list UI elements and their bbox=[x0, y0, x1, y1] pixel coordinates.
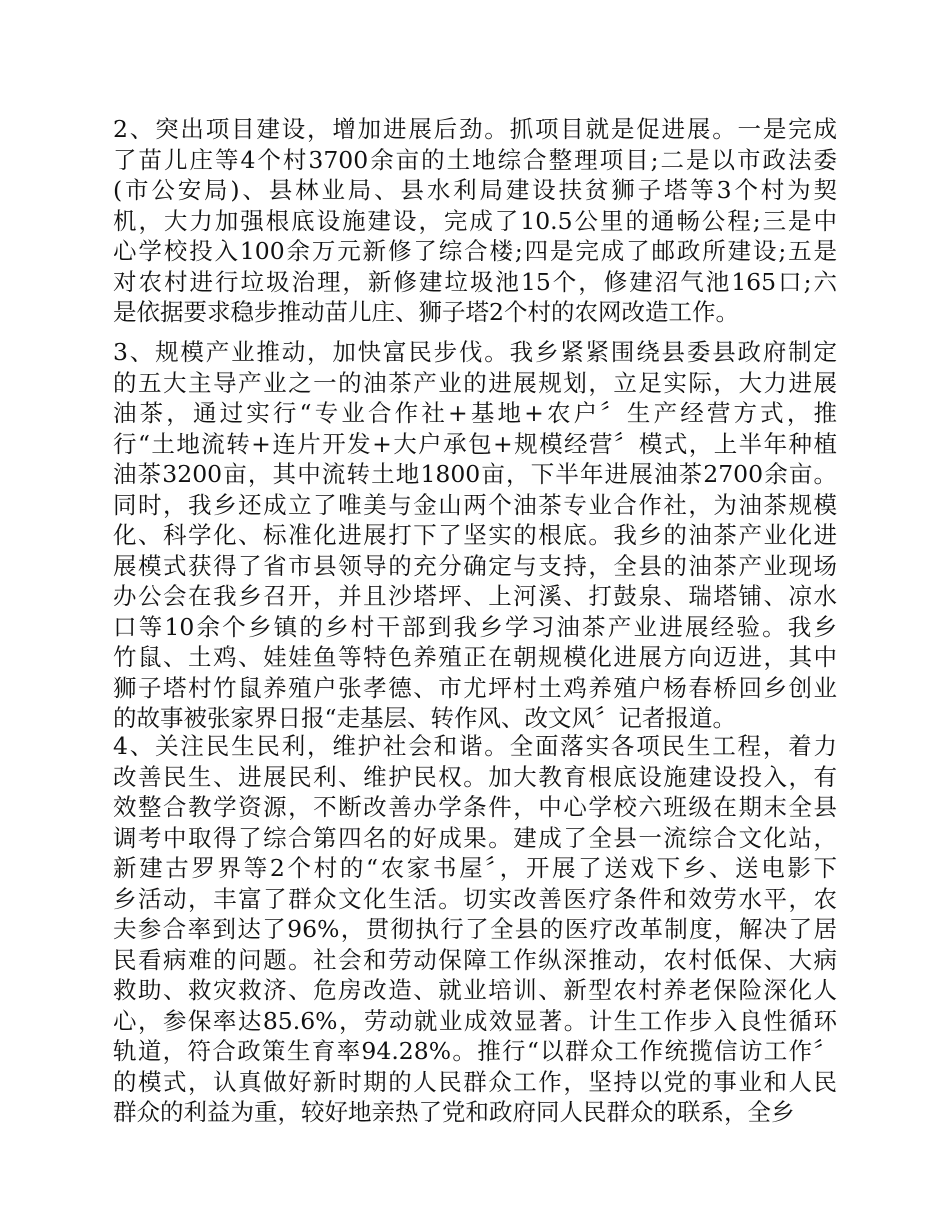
text-line: 展模式获得了省市县领导的充分确定与支持，全县的油茶产业现场 bbox=[113, 551, 837, 580]
text-line: 的模式，认真做好新时期的人民群众工作，坚持以党的事业和人民 bbox=[113, 1067, 837, 1096]
text-line: 口等10余个乡镇的乡村干部到我乡学习油茶产业进展经验。我乡 bbox=[113, 612, 837, 641]
text-line: 效整合教学资源，不断改善办学条件，中心学校六班级在期末全县 bbox=[113, 793, 837, 821]
text-line: 了苗儿庄等4个村3700余亩的土地综合整理项目;二是以市政法委 bbox=[113, 145, 837, 174]
text-line: 油茶，通过实行“专业合作社+基地+农户〞生产经营方式，推 bbox=[113, 399, 837, 427]
text-line: 救助、救灾救济、危房改造、就业培训、新型农村养老保险深化人 bbox=[113, 976, 837, 1004]
text-line: 的五大主导产业之一的油茶产业的进展规划，立足实际，大力进展 bbox=[113, 368, 837, 397]
text-line: (市公安局)、县林业局、县水利局建设扶贫狮子塔等3个村为契 bbox=[113, 176, 837, 204]
text-line: 狮子塔村竹鼠养殖户张孝德、市尤坪村土鸡养殖户杨春桥回乡创业 bbox=[113, 673, 837, 702]
text-line: 2、突出项目建设，增加进展后劲。抓项目就是促进展。一是完成 bbox=[113, 115, 837, 143]
paragraph-livelihood bbox=[113, 731, 837, 1128]
paragraph-project-construction bbox=[113, 114, 837, 328]
text-line: 油茶3200亩，其中流转土地1800亩，下半年进展油茶2700余亩。 bbox=[113, 460, 837, 488]
text-line: 4、关注民生民利，维护社会和谐。全面落实各项民生工程，着力 bbox=[113, 732, 837, 760]
text-line: 办公会在我乡召开，并且沙塔坪、上河溪、打鼓泉、瑞塔铺、凉水 bbox=[113, 582, 837, 610]
text-line: 对农村进行垃圾治理，新修建垃圾池15个，修建沼气池165口;六 bbox=[113, 267, 837, 296]
text-line: 轨道，符合政策生育率94.28%。推行“以群众工作统揽信访工作〞 bbox=[113, 1037, 837, 1065]
paragraph-scale-industry bbox=[113, 337, 837, 734]
text-line: 同时，我乡还成立了唯美与金山两个油茶专业合作社，为油茶规模 bbox=[113, 490, 837, 519]
text-line: 民看病难的问题。社会和劳动保障工作纵深推动，农村低保、大病 bbox=[113, 945, 837, 974]
text-line: 3、规模产业推动，加快富民步伐。我乡紧紧围绕县委县政府制定 bbox=[113, 338, 837, 366]
text-line: 夫参合率到达了96%，贯彻执行了全县的医疗改革制度，解决了居 bbox=[113, 915, 837, 943]
text-line: 新建古罗界等2个村的“农家书屋〞，开展了送戏下乡、送电影下 bbox=[113, 854, 837, 882]
text-line: 改善民生、进展民利、维护民权。加大教育根底设施建设投入，有 bbox=[113, 762, 837, 791]
text-line: 乡活动，丰富了群众文化生活。切实改善医疗条件和效劳水平，农 bbox=[113, 884, 837, 913]
text-line: 心，参保率达85.6%，劳动就业成效显著。计生工作步入良性循环 bbox=[113, 1006, 837, 1035]
text-line: 群众的利益为重，较好地亲热了党和政府同人民群众的联系，全乡 bbox=[113, 1098, 795, 1126]
text-line: 心学校投入100余万元新修了综合楼;四是完成了邮政所建设;五是 bbox=[113, 237, 837, 265]
text-line: 机，大力加强根底设施建设，完成了10.5公里的通畅公程;三是中 bbox=[113, 206, 837, 235]
text-line: 的故事被张家界日报“走基层、转作风、改文风〞记者报道。 bbox=[113, 704, 737, 732]
text-line: 是依据要求稳步推动苗儿庄、狮子塔2个村的农网改造工作。 bbox=[113, 298, 739, 326]
text-line: 竹鼠、土鸡、娃娃鱼等特色养殖正在朝规模化进展方向迈进，其中 bbox=[113, 643, 837, 671]
text-line: 调考中取得了综合第四名的好成果。建成了全县一流综合文化站， bbox=[113, 823, 837, 852]
text-line: 行“土地流转+连片开发+大户承包+规模经营〞模式，上半年种植 bbox=[113, 429, 837, 458]
text-line: 化、科学化、标准化进展打下了坚实的根底。我乡的油茶产业化进 bbox=[113, 521, 837, 549]
